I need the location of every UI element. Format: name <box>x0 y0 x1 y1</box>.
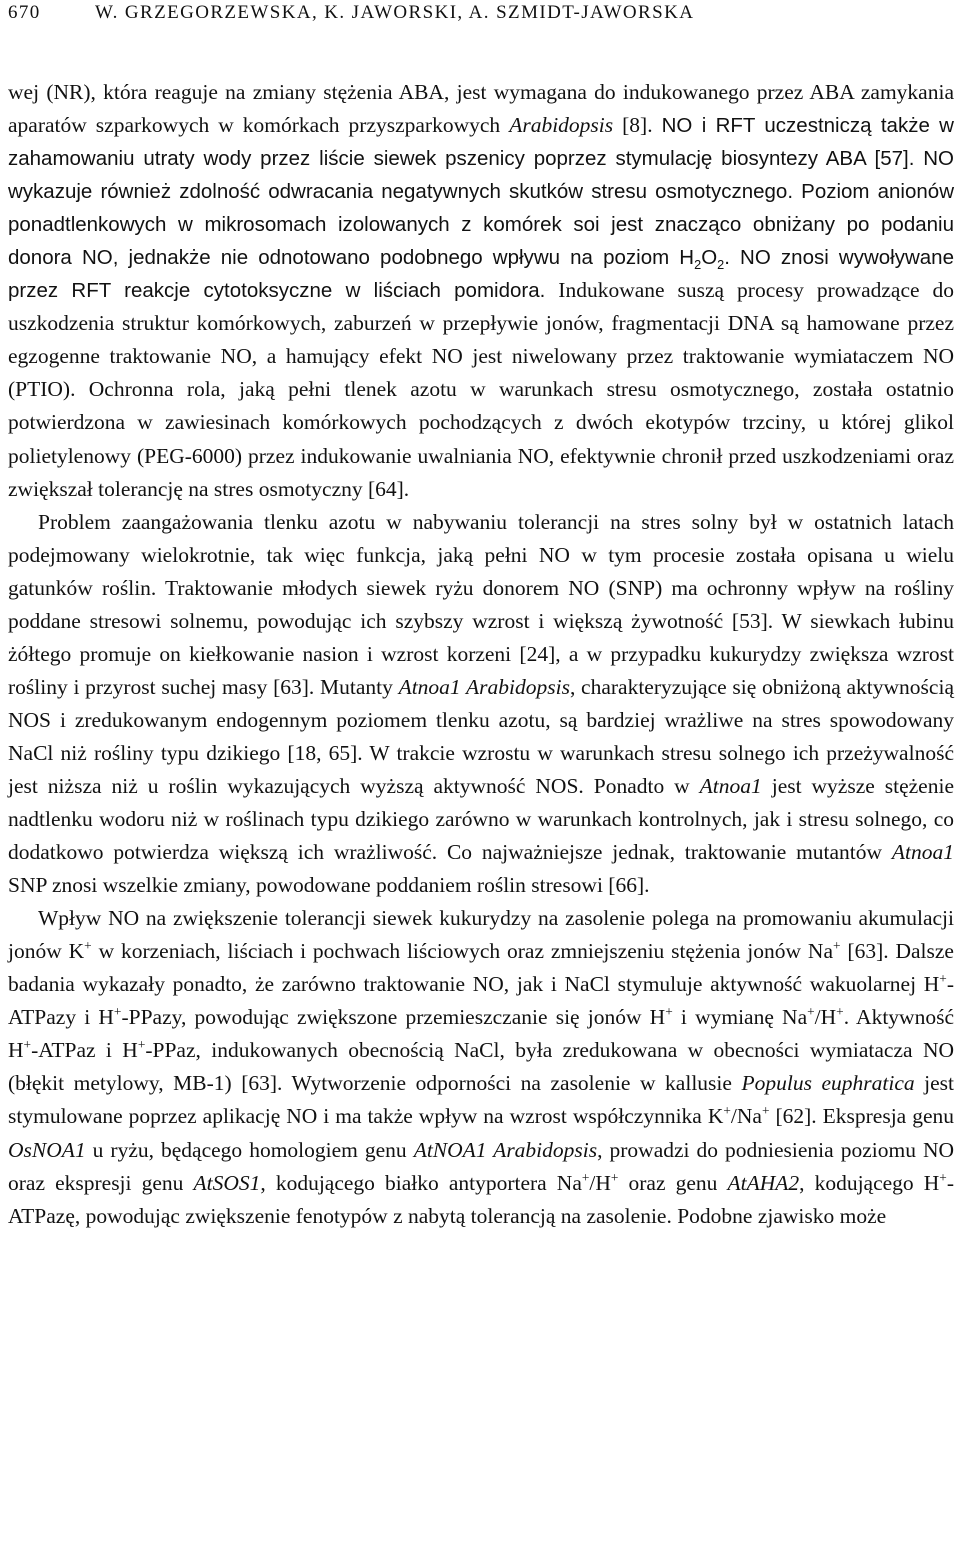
paragraph-continued: wej (NR), która reaguje na zmiany stężenia ABA, jest wymagana do indukowanego przez ABA zamykania aparatów szparkowych w komórkach przyszparkowych Arabidopsis [8]. NO i RFT uczestniczą także w zahamowaniu utraty wody przez liście siewek pszenicy poprzez stymulację biosyntezy ABA [57]. NO wykazuje również zdolność odwracania negatywnych skutków stresu osmotycznego. Poziom anionów ponadtlenkowych w mikrosomach izolowanych z komórek soi jest znacząco obniżany po podaniu donora NO, jednakże nie odnotowano podobnego wpływu na poziom $H_2O_2$. NO znosi wywoływane przez RFT reakcje cytotoksyczne w liściach pomidora. Indukowane suszą procesy prowadzące do uszkodzenia struktur komórkowych, zaburzeń w przepływie jonów, fragmentacji DNA są hamowane przez egzogenne traktowanie NO, a hamujący efekt NO jest niwelowany przez traktowanie wymiataczem NO (PTIO). Ochronna rola, jaką pełni tlenek azotu w warunkach stresu osmotycznego, została ostatnio potwierdzona w zawiesinach komórkowych pochodzących z dwóch ekotypów trzciny, u której glikol polietylenowy (PEG-6000) przez indukowanie uwalniania NO, efektywnie chronił przed uszkodzeniami oraz zwiększał tolerancję na stres osmotyczny [64]. <box>8 80 954 501</box>
body-text <box>8 76 954 1233</box>
paragraph-salt-stress: Problem zaangażowania tlenku azotu w nabywaniu tolerancji na stres solny był w ostatnich latach podejmowany wielokrotnie, tak więc funkcja, jaką pełni NO w tym procesie została opisana u wielu gatunków roślin. Traktowanie młodych siewek ryżu donorem NO (SNP) ma ochronny wpływ na rośliny poddane stresowi solnemu, powodując ich szybszy wzrost i większą żywotność [53]. W siewkach łubinu żółtego promuje on kiełkowanie nasion i wzrost korzeni [24], a w przypadku kukurydzy zwiększa wzrost rośliny i przyrost suchej masy [63]. Mutanty Atnoa1 Arabidopsis, charakteryzujące się obniżoną aktywnością NOS i zredukowanym endogennym poziomem tlenku azotu, są bardziej wrażliwe na stres spowodowany NaCl niż rośliny typu dzikiego [18, 65]. W trakcie wzrostu w warunkach stresu solnego ich przeżywalność jest niższa niż u roślin wykazujących wyższą aktywność NOS. Ponadto w Atnoa1 jest wyższe stężenie nadtlenku wodoru niż w roślinach typu dzikiego zarówno w warunkach kontrolnych, jak i stresu solnego, co dodatkowo potwierdza większą ich wrażliwość. Co najważniejsze jednak, traktowanie mutantów Atnoa1 SNP znosi wszelkie zmiany, powodowane poddaniem roślin stresowi [66]. <box>8 509 954 898</box>
running-header <box>8 0 952 28</box>
page-number: 670 <box>8 2 41 23</box>
paragraph-ion-balance: Wpływ NO na zwiększenie tolerancji siewek kukurydzy na zasolenie polega na promowaniu akumulacji jonów K+ w korzeniach, liściach i pochwach liściowych oraz zmniejszeniu stężenia jonów Na+ [63]. Dalsze badania wykazały ponadto, że zarówno traktowanie NO, jak i NaCl stymuluje aktywność wakuolarnej H+-ATPazy i H+-PPazy, powodując zwiększone przemieszczanie się jonów H+ i wymianę Na+/H+. Aktywność H+-ATPaz i H+-PPaz, indukowanych obecnością NaCl, była zredukowana w obecności wymiatacza NO (błękit metylowy, MB-1) [63]. Wytworzenie odporności na zasolenie w kallusie Populus euphratica jest stymulowane poprzez aplikację NO i ma także wpływ na wzrost współczynnika K+/Na+ [62]. Ekspresja genu OsNOA1 u ryżu, będącego homologiem genu AtNOA1 Arabidopsis, prowadzi do podniesienia poziomu NO oraz ekspresji genu AtSOS1, kodującego białko antyportera Na+/H+ oraz genu AtAHA2, kodującego H+-ATPazę, powodując zwiększenie fenotypów z nabytą tolerancją na zasolenie. Podobne zjawisko może <box>8 906 955 1228</box>
running-head-authors: W. GRZEGORZEWSKA, K. JAWORSKI, A. SZMIDT-JAWORSKA <box>95 2 695 23</box>
